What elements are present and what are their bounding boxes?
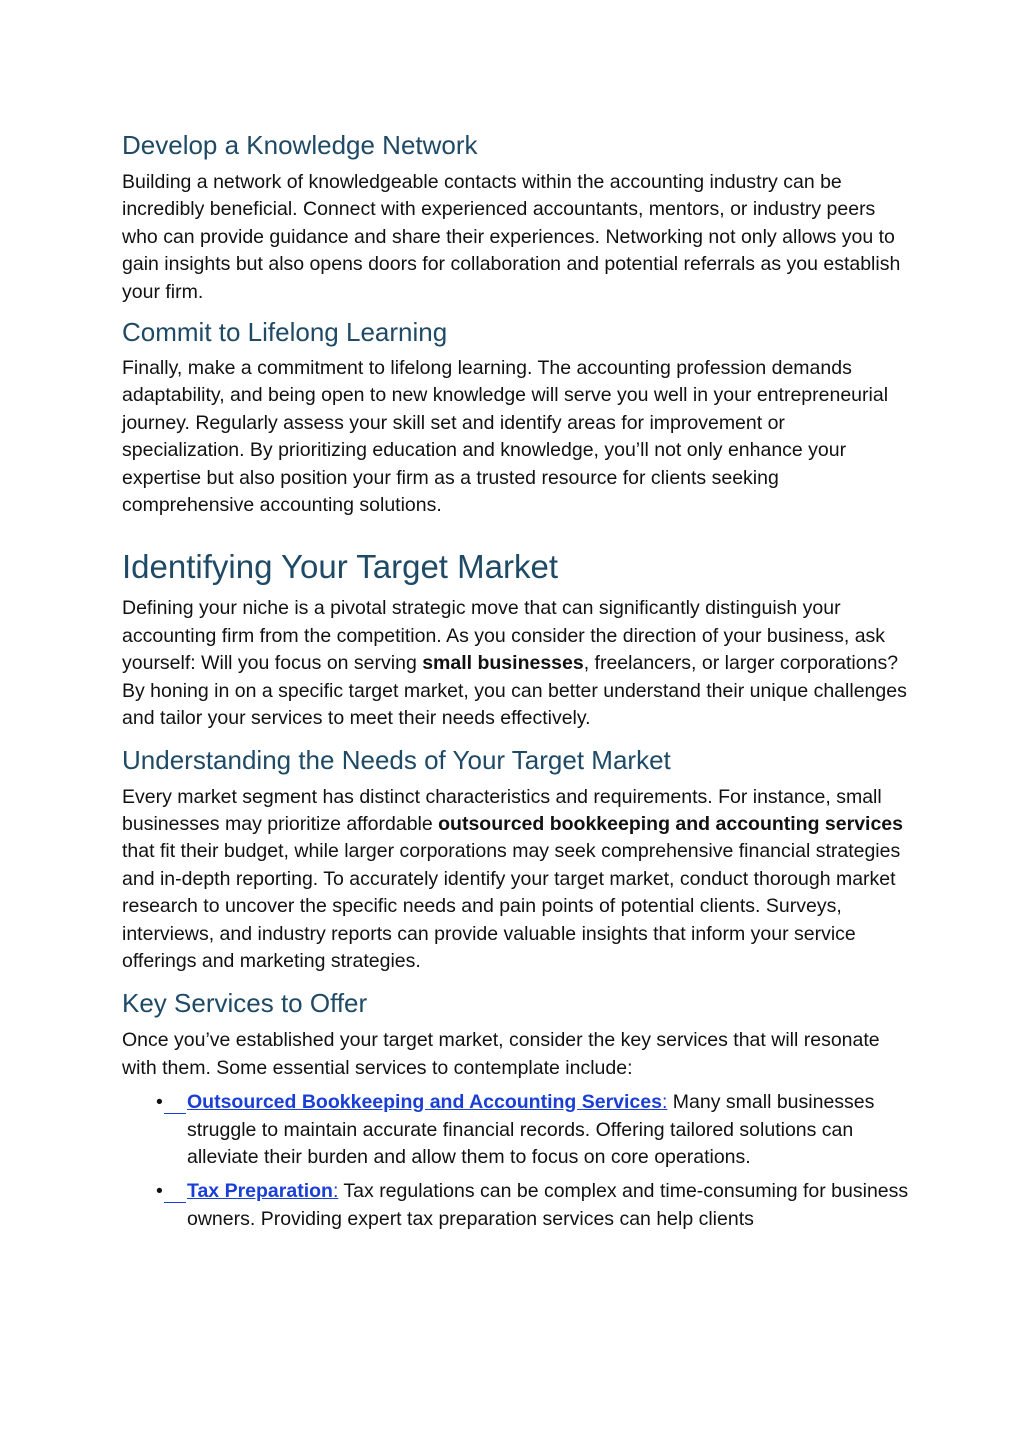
section-heading-knowledge-network: Develop a Knowledge Network [122, 130, 478, 160]
needs-body [122, 784, 912, 976]
list-item-tax-preparation [122, 1178, 912, 1233]
document-page [122, 127, 912, 1233]
bullet-icon: • [156, 1180, 163, 1203]
section-body-lifelong-learning: Finally, make a commitment to lifelong learning. The accounting profession demands adaptability, and being open to new knowledge will serve you well in your entrepreneurial journey. Regularly assess your skill set and identify areas for improvement or specialization. By prioritizing education and knowledge, you’ll not only enhance your expertise but also position your firm as a trusted resource for clients seeking comprehensive accounting solutions. [122, 357, 889, 517]
target-market-body [122, 595, 912, 732]
link-underline-pad [164, 1089, 186, 1114]
link-tax-preparation[interactable]: Tax Preparation [187, 1180, 333, 1203]
section-heading-needs: Understanding the Needs of Your Target Market [122, 744, 671, 775]
link-colon: : [332, 1180, 339, 1203]
main-heading-target-market: Identifying Your Target Market [122, 548, 558, 586]
key-services-intro: Once you’ve established your target market, consider the key services that will resonate with them. Some essential services to contemplate include: [122, 1029, 880, 1079]
link-underline-pad [164, 1178, 186, 1203]
section-heading-key-services: Key Services to Offer [122, 988, 368, 1019]
link-outsourced-bookkeeping[interactable]: Outsourced Bookkeeping and Accounting Services [187, 1091, 662, 1114]
section-heading-lifelong-learning: Commit to Lifelong Learning [122, 317, 448, 348]
target-market-text-after: , freelancers, or larger corporations? By honing in on a specific target market, you can better understand their unique challenges and tailor your services to meet their needs effectively. [122, 652, 907, 730]
needs-bold: outsourced bookkeeping and accounting services [438, 812, 903, 835]
list-item-text: Many small businesses struggle to maintain accurate financial records. Offering tailored solutions can alleviate their burden and allow them to focus on core operations. [187, 1091, 875, 1168]
section-body-knowledge-network: Building a network of knowledgeable contacts within the accounting industry can be incredibly beneficial. Connect with experienced accountants, mentors, or industry peers who can provide guidance and share their experiences. Networking not only allows you to gain insights but also opens doors for collaboration and potential referrals as you establish your firm. [122, 171, 901, 303]
list-item-text: Tax regulations can be complex and time-consuming for business owners. Providing expert tax preparation services can help clients [187, 1180, 909, 1230]
target-market-text-before: Defining your niche is a pivotal strategic move that can significantly distinguish your accounting firm from the competition. As you consider the direction of your business, ask yourself: Will you focus on serving [122, 597, 886, 675]
needs-text-after: that fit their budget, while larger corporations may seek comprehensive financial strategies and in-depth reporting. To accurately identify your target market, conduct thorough market research to uncover the specific needs and pain points of potential clients. Surveys, interviews, and industry reports can provide valuable insights that inform your service offerings and marketing strategies. [122, 840, 901, 972]
needs-text-before: Every market segment has distinct characteristics and requirements. For instance, small businesses may prioritize affordable [122, 785, 882, 835]
bullet-icon: • [156, 1091, 163, 1114]
target-market-bold: small businesses [422, 652, 584, 675]
services-list [122, 1089, 912, 1233]
list-item-bookkeeping [122, 1089, 912, 1171]
link-colon: : [661, 1091, 668, 1114]
